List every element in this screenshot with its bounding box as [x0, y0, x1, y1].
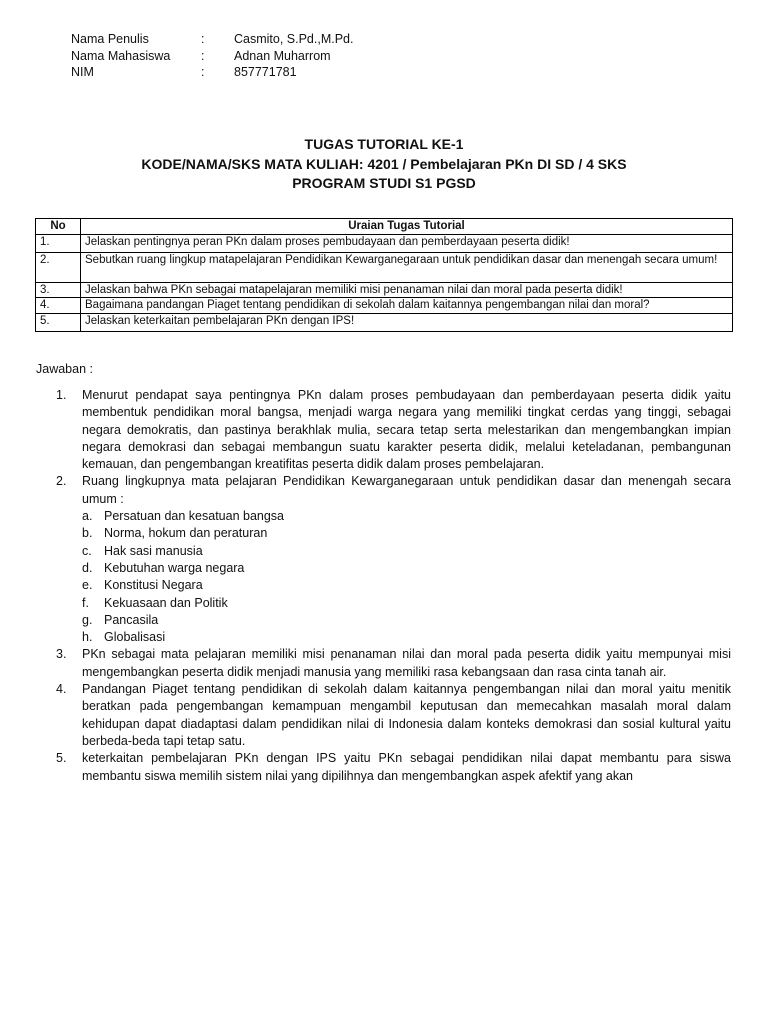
sub-list-item [82, 595, 731, 612]
answer-number: 2. [56, 474, 67, 489]
sub-letter: d. [82, 560, 93, 575]
table-row [36, 283, 733, 298]
sub-letter: g. [82, 612, 93, 627]
info-label: NIM [71, 65, 94, 79]
info-value: Adnan Muharrom [234, 48, 331, 63]
table-row [36, 298, 733, 314]
answer-number: 3. [56, 647, 67, 662]
col-header-no: No [36, 219, 81, 235]
answer-item-4 [56, 681, 731, 750]
col-header-uraian: Uraian Tugas Tutorial [81, 219, 733, 235]
info-colon: : [201, 65, 205, 79]
author-info [71, 31, 353, 81]
title-line-1: TUGAS TUTORIAL KE-1 [304, 136, 464, 152]
sub-text: Pancasila [104, 612, 159, 627]
answer-item-1 [56, 387, 731, 473]
jawaban-label: Jawaban : [36, 362, 93, 376]
sub-list-item [82, 525, 731, 542]
info-colon: : [201, 32, 205, 46]
sub-text: Kekuasaan dan Politik [104, 595, 228, 610]
info-row-penulis [71, 31, 353, 48]
title-line-3: PROGRAM STUDI S1 PGSD [292, 175, 476, 191]
row-text: Jelaskan bahwa PKn sebagai matapelajaran memiliki misi penanaman nilai dan moral pada peserta didik! [81, 283, 733, 298]
answers-list [56, 387, 731, 785]
table-row [36, 314, 733, 332]
row-number: 1. [36, 235, 81, 253]
answer-text: PKn sebagai mata pelajaran memiliki misi penanaman nilai dan moral pada peserta didik yaitu mempunyai misi mengembangkan peserta didik menjadi manusia yang memiliki rasa kebangsaan dan rasa cinta tanah air. [82, 647, 731, 679]
info-row-nim [71, 64, 353, 81]
answer-number: 5. [56, 751, 67, 766]
sub-text: Hak sasi manusia [104, 543, 203, 558]
row-text: Jelaskan keterkaitan pembelajaran PKn dengan IPS! [81, 314, 733, 332]
answer-item-3 [56, 646, 731, 681]
row-text: Sebutkan ruang lingkup matapelajaran Pendidikan Kewarganegaraan untuk pendidikan dasar dan menengah secara umum! [81, 253, 733, 283]
sub-letter: a. [82, 509, 93, 524]
info-value: Casmito, S.Pd.,M.Pd. [234, 32, 354, 46]
sub-letter: e. [82, 578, 93, 593]
sub-list-item [82, 629, 731, 646]
answer-item-5 [56, 750, 731, 785]
answer-item-2 [56, 473, 731, 646]
sub-list-item [82, 560, 731, 577]
sub-list-item [82, 577, 731, 594]
info-label: Nama Penulis [71, 32, 149, 46]
sub-text: Konstitusi Negara [104, 578, 203, 593]
info-row-mahasiswa [71, 48, 353, 65]
info-colon: : [201, 48, 205, 63]
document-titles [0, 135, 768, 194]
title-line-2: KODE/NAMA/SKS MATA KULIAH: 4201 / Pembelajaran PKn DI SD / 4 SKS [141, 155, 627, 172]
answer-text: Ruang lingkupnya mata pelajaran Pendidikan Kewarganegaraan untuk pendidikan dasar dan menengah secara umum : [82, 474, 731, 506]
sub-letter: c. [82, 543, 92, 558]
row-number: 4. [36, 298, 81, 314]
sub-letter: b. [82, 526, 93, 541]
row-number: 2. [36, 253, 81, 283]
sub-letter: h. [82, 630, 93, 645]
answer-text: keterkaitan pembelajaran PKn dengan IPS yaitu PKn sebagai pendidikan nilai dapat membantu para siswa membantu siswa memilih sistem nilai yang dipilihnya dan mengembangkan aspek afektif yang akan [82, 751, 731, 783]
sub-list-item [82, 508, 731, 525]
row-number: 3. [36, 283, 81, 298]
row-text: Jelaskan pentingnya peran PKn dalam proses pembudayaan dan pemberdayaan peserta didik! [81, 235, 733, 253]
info-value: 857771781 [234, 65, 297, 79]
table-row [36, 235, 733, 253]
table-header-row [36, 219, 733, 235]
answer-number: 1. [56, 388, 67, 402]
sub-letter: f. [82, 595, 89, 610]
sub-text: Kebutuhan warga negara [104, 560, 245, 575]
row-text: Bagaimana pandangan Piaget tentang pendidikan di sekolah dalam kaitannya pengembangan nilai dan moral? [81, 298, 733, 314]
task-table [35, 218, 733, 332]
sub-text: Globalisasi [104, 630, 166, 645]
sub-text: Norma, hokum dan peraturan [104, 526, 268, 541]
answer-text: Menurut pendapat saya pentingnya PKn dalam proses pembudayaan dan pemberdayaan peserta didik yaitu membentuk pendidikan moral bangsa, menjadi warga negara yang memiliki tingkat cerdas yang tinggi, sebagai negara demokratis, dan pastinya berakhlak mulia, secara tetap serta melestarikan dan mengembangkan impian negara demokrasi dan sebagai membangun suatu karakter peserta didik, melalui keteladanan, pembangunan kemauan, dan pengembangan kreatifitas peserta didik dalam proses pembelajaran. [82, 388, 731, 472]
answer-body [82, 473, 731, 646]
sub-list-item [82, 612, 731, 629]
info-label: Nama Mahasiswa [71, 48, 171, 63]
row-number: 5. [36, 314, 81, 332]
table-row [36, 253, 733, 283]
sub-text: Persatuan dan kesatuan bangsa [104, 509, 284, 524]
answer-number: 4. [56, 682, 67, 697]
sub-list-item [82, 543, 731, 560]
answer-text: Pandangan Piaget tentang pendidikan di sekolah dalam kaitannya pengembangan nilai dan moral yaitu menitik beratkan pada pengembangan kemampuan mengambil keputusan dan memecahkan masalah moral dalam kehidupan dapat diadaptasi dalam pendidikan nilai di Indonesia dalam konteks demokrasi dan sosial kultural yaitu berbeda-beda tapi tetap satu. [82, 682, 731, 748]
